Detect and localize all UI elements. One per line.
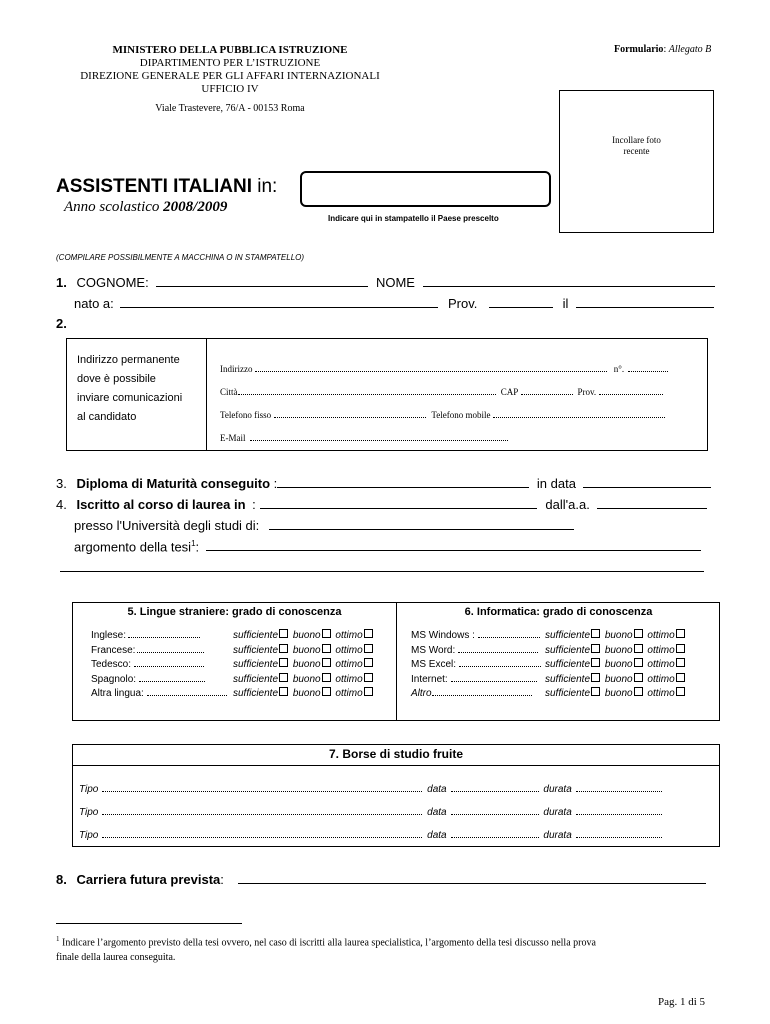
language-name-text: Inglese: — [91, 630, 127, 641]
level-ottimo-label: ottimo — [647, 688, 675, 700]
level-ottimo-label: ottimo — [647, 673, 675, 685]
level-buono-label: buono — [604, 644, 633, 656]
checkbox-buono[interactable] — [634, 658, 643, 667]
career-label: Carriera futura prevista — [76, 872, 221, 887]
scholarship-duration-label: durata — [543, 807, 572, 818]
career-row — [56, 872, 706, 887]
scholarship-date-label: data — [427, 807, 447, 818]
address-prov-field[interactable] — [599, 385, 663, 395]
scholarship-type-label: Tipo — [79, 830, 99, 841]
scholarship-date-field[interactable] — [451, 784, 539, 792]
landline-label: Telefono fisso — [220, 410, 272, 420]
it-skill-name-text: MS Excel: — [411, 659, 457, 671]
checkbox-buono[interactable] — [634, 629, 643, 638]
language-name-field[interactable] — [128, 630, 200, 638]
birth-row — [74, 296, 714, 311]
language-row — [91, 687, 375, 702]
surname-row — [56, 275, 715, 290]
instruction-text: (COMPILARE POSSIBILMENTE A MACCHINA O IN STAMPATELLO) — [56, 253, 305, 262]
language-name — [91, 629, 233, 644]
language-name-field[interactable] — [134, 659, 204, 667]
language-row — [91, 644, 375, 659]
checkbox-sufficiente[interactable] — [279, 629, 288, 638]
checkbox-buono[interactable] — [322, 658, 331, 667]
checkbox-ottimo[interactable] — [676, 629, 685, 638]
address-label-line1: Indirizzo permanente — [77, 354, 180, 366]
checkbox-ottimo[interactable] — [364, 644, 373, 653]
level-sufficiente-label: sufficiente — [545, 688, 591, 700]
checkbox-sufficiente[interactable] — [591, 658, 600, 667]
language-name-field[interactable] — [147, 688, 227, 696]
language-row — [91, 658, 375, 673]
scholarships-title: 7. Borse di studio fruite — [328, 747, 463, 761]
level-ottimo-label: ottimo — [335, 673, 363, 685]
name-field[interactable] — [423, 275, 715, 287]
diploma-label: Diploma di Maturità conseguito — [76, 476, 271, 491]
ministry-address: Viale Trastevere, 76/A - 00153 Roma — [155, 103, 305, 114]
it-skill-row — [411, 658, 687, 673]
languages-title: 5. Lingue straniere: grado di conoscenza — [127, 606, 342, 618]
birth-prov-label: Prov. — [448, 296, 478, 311]
footnote-text1: Indicare l’argomento previsto della tesi ovvero, nel caso di iscritti alla laurea specialistica, l’argomento della tesi discusso nella prova — [62, 937, 596, 949]
language-name-field[interactable] — [137, 645, 204, 653]
language-name — [91, 658, 233, 673]
address-line — [220, 362, 668, 374]
language-name-text: Spagnolo: — [91, 673, 137, 685]
university-label: presso l'Università degli studi di: — [74, 518, 260, 533]
diploma-colon: : — [273, 476, 278, 491]
language-name — [91, 687, 233, 702]
it-skill-name-text: MS Word: — [411, 644, 456, 656]
birth-prov-field[interactable] — [489, 296, 553, 308]
degree-row — [56, 497, 707, 512]
address-box-divider — [206, 339, 207, 450]
career-field[interactable] — [238, 872, 706, 884]
scholarship-row — [79, 807, 662, 818]
address-prov-label: Prov. — [577, 387, 597, 397]
level-ottimo-label: ottimo — [335, 659, 363, 671]
it-skill-name-text: Internet: — [411, 673, 448, 685]
level-buono-label: buono — [292, 644, 321, 656]
checkbox-sufficiente[interactable] — [591, 629, 600, 638]
level-sufficiente-label: sufficiente — [233, 644, 279, 656]
language-name-text: Altra lingua: — [91, 688, 144, 700]
it-skill-name — [411, 658, 545, 673]
house-number-field[interactable] — [628, 362, 668, 372]
scholarship-date-label: data — [427, 830, 447, 841]
footnote-mark: 1 — [56, 935, 60, 943]
title-main: ASSISTENTI ITALIANI — [56, 176, 252, 197]
level-buono-label: buono — [292, 659, 321, 671]
degree-field[interactable] — [260, 497, 537, 509]
checkbox-sufficiente[interactable] — [591, 687, 600, 696]
scholarship-type-field[interactable] — [102, 784, 422, 792]
thesis-footnote-ref: 1 — [191, 539, 196, 548]
degree-colon: : — [252, 497, 256, 512]
checkbox-buono[interactable] — [322, 629, 331, 638]
language-name — [91, 644, 233, 659]
email-field[interactable] — [250, 431, 508, 441]
language-name-text: Tedesco: — [91, 659, 132, 671]
it-skill-name-text: Altro — [411, 688, 432, 700]
thesis-colon: : — [195, 539, 200, 555]
checkbox-ottimo[interactable] — [676, 644, 685, 653]
level-sufficiente-label: sufficiente — [233, 630, 279, 641]
level-buono-label: buono — [604, 688, 633, 700]
phone-line — [220, 408, 665, 420]
it-skills-list — [411, 629, 687, 702]
checkbox-ottimo[interactable] — [676, 673, 685, 682]
thesis-label: argomento della tesi — [74, 539, 192, 555]
diploma-row — [56, 476, 711, 491]
level-buono-label: buono — [604, 659, 633, 671]
checkbox-buono[interactable] — [322, 687, 331, 696]
level-ottimo-label: ottimo — [647, 630, 675, 641]
address-field[interactable] — [255, 362, 607, 372]
photo-box[interactable] — [559, 90, 714, 233]
city-line — [220, 385, 663, 397]
photo-hint — [560, 135, 713, 157]
birthdate-field[interactable] — [576, 296, 714, 308]
skills-box — [72, 602, 720, 721]
scholarship-duration-label: durata — [543, 830, 572, 841]
scholarship-row — [79, 784, 662, 795]
checkbox-ottimo[interactable] — [676, 687, 685, 696]
scholarship-duration-field[interactable] — [576, 784, 662, 792]
address-label-line4: al candidato — [77, 411, 137, 423]
school-year-value: 2008/2009 — [163, 199, 228, 215]
checkbox-sufficiente[interactable] — [279, 687, 288, 696]
level-sufficiente-label: sufficiente — [233, 688, 279, 700]
email-line — [220, 431, 508, 443]
office-name: UFFICIO IV — [201, 83, 259, 95]
scholarship-type-label: Tipo — [79, 807, 99, 818]
email-label: E-Mail — [220, 433, 246, 443]
it-skill-name — [411, 644, 545, 659]
it-skill-row — [411, 687, 687, 702]
section4-num: 4. — [56, 497, 67, 512]
scholarship-date-field[interactable] — [451, 830, 539, 838]
checkbox-buono[interactable] — [322, 644, 331, 653]
level-sufficiente-label: sufficiente — [545, 659, 591, 671]
ministry-name: MINISTERO DELLA PUBBLICA ISTRUZIONE — [112, 44, 348, 56]
it-skill-name-field[interactable] — [451, 674, 537, 682]
checkbox-ottimo[interactable] — [676, 658, 685, 667]
level-sufficiente-label: sufficiente — [545, 630, 591, 641]
address-label-line3: inviare comunicazioni — [77, 392, 183, 404]
title-in: in: — [257, 176, 278, 197]
checkbox-sufficiente[interactable] — [279, 644, 288, 653]
language-row — [91, 673, 375, 688]
checkbox-ottimo[interactable] — [364, 673, 373, 682]
it-skill-name-field[interactable] — [458, 645, 538, 653]
it-skill-name — [411, 673, 545, 688]
section1-num: 1. — [56, 275, 67, 290]
checkbox-buono[interactable] — [634, 644, 643, 653]
checkbox-sufficiente[interactable] — [279, 673, 288, 682]
level-sufficiente-label: sufficiente — [545, 673, 591, 685]
address-box — [66, 338, 708, 451]
footnote-line1 — [56, 932, 596, 950]
formulario-tag: Formulario: Allegato B — [614, 44, 712, 55]
scholarship-duration-field[interactable] — [576, 807, 662, 815]
footnote-line2: finale della laurea conseguita. — [56, 952, 176, 964]
university-row — [74, 518, 574, 533]
page-number: Pag. 1 di 5 — [658, 996, 706, 1008]
checkbox-buono[interactable] — [322, 673, 331, 682]
it-skill-name-field[interactable] — [432, 688, 532, 696]
it-skill-name-field[interactable] — [459, 659, 541, 667]
checkbox-buono[interactable] — [634, 673, 643, 682]
it-skill-row — [411, 629, 687, 644]
country-hint: Indicare qui in stampatello il Paese prescelto — [328, 214, 499, 223]
level-buono-label: buono — [604, 630, 633, 641]
school-year — [64, 199, 227, 216]
section8-num: 8. — [56, 872, 67, 887]
scholarship-duration-field[interactable] — [576, 830, 662, 838]
landline-field[interactable] — [274, 408, 426, 418]
diploma-date-field[interactable] — [583, 476, 711, 488]
checkbox-ottimo[interactable] — [364, 687, 373, 696]
city-label: Città — [220, 387, 238, 397]
diploma-date-label: in data — [536, 476, 576, 491]
language-name — [91, 673, 233, 688]
it-skill-name-field[interactable] — [478, 630, 540, 638]
thesis-row — [74, 539, 701, 554]
cap-field[interactable] — [521, 385, 573, 395]
footnote — [56, 932, 596, 965]
thesis-field[interactable] — [206, 539, 701, 551]
scholarship-type-field[interactable] — [102, 807, 422, 815]
name-label: NOME — [375, 275, 415, 290]
checkbox-sufficiente[interactable] — [591, 644, 600, 653]
diploma-field[interactable] — [277, 476, 529, 488]
formulario-label: Formulario — [614, 44, 664, 55]
language-row — [91, 629, 375, 644]
photo-hint-line1: Incollare foto — [612, 135, 661, 145]
scholarships-box — [72, 744, 720, 847]
surname-label: COGNOME: — [76, 275, 149, 290]
level-buono-label: buono — [292, 673, 321, 685]
thesis-field-line2[interactable] — [60, 571, 704, 572]
academic-year-field[interactable] — [597, 497, 707, 509]
department-name: DIPARTIMENTO PER L’ISTRUZIONE — [139, 57, 321, 69]
level-ottimo-label: ottimo — [335, 688, 363, 700]
mobile-label: Telefono mobile — [431, 410, 491, 420]
section2-num: 2. — [56, 316, 67, 331]
checkbox-buono[interactable] — [634, 687, 643, 696]
it-skills-title: 6. Informatica: grado di conoscenza — [464, 606, 653, 618]
university-field[interactable] — [269, 518, 574, 530]
level-ottimo-label: ottimo — [647, 644, 675, 656]
directorate-name: DIREZIONE GENERALE PER GLI AFFARI INTERNAZIONALI — [80, 70, 380, 82]
language-name-field[interactable] — [139, 674, 205, 682]
degree-label: Iscritto al corso di laurea in — [76, 497, 246, 512]
page-title — [56, 176, 277, 198]
checkbox-sufficiente[interactable] — [279, 658, 288, 667]
it-skill-name-text: MS Windows : — [411, 630, 475, 641]
academic-year-label: dall'a.a. — [545, 497, 590, 512]
address-label-line2: dove è possibile — [77, 373, 156, 385]
checkbox-ottimo[interactable] — [364, 629, 373, 638]
checkbox-sufficiente[interactable] — [591, 673, 600, 682]
scholarship-date-field[interactable] — [451, 807, 539, 815]
address-box-label — [77, 351, 182, 427]
level-sufficiente-label: sufficiente — [233, 659, 279, 671]
checkbox-ottimo[interactable] — [364, 658, 373, 667]
it-skill-name — [411, 629, 545, 644]
it-skill-row — [411, 644, 687, 659]
address-label: Indirizzo — [220, 364, 253, 374]
level-sufficiente-label: sufficiente — [233, 673, 279, 685]
career-colon: : — [220, 872, 224, 887]
footnote-separator — [56, 923, 242, 924]
level-buono-label: buono — [292, 630, 321, 641]
formulario-value: Allegato B — [668, 44, 712, 55]
scholarship-type-label: Tipo — [79, 784, 99, 795]
photo-hint-line2: recente — [623, 146, 650, 156]
cap-label: CAP — [500, 387, 519, 397]
level-buono-label: buono — [604, 673, 633, 685]
languages-list — [91, 629, 375, 702]
country-input[interactable] — [300, 171, 551, 207]
birthplace-field[interactable] — [120, 296, 438, 308]
scholarship-row — [79, 830, 662, 841]
section3-num: 3. — [56, 476, 67, 491]
it-skill-row — [411, 673, 687, 688]
level-ottimo-label: ottimo — [335, 644, 363, 656]
language-name-text: Francese: — [91, 644, 136, 656]
birthdate-label: il — [562, 296, 569, 311]
mobile-field[interactable] — [493, 408, 665, 418]
level-ottimo-label: ottimo — [647, 659, 675, 671]
level-ottimo-label: ottimo — [335, 630, 363, 641]
scholarship-duration-label: durata — [543, 784, 572, 795]
surname-field[interactable] — [156, 275, 368, 287]
birthplace-label: nato a: — [74, 296, 114, 311]
city-field[interactable] — [238, 385, 496, 395]
scholarship-date-label: data — [427, 784, 447, 795]
it-skill-name — [411, 687, 545, 702]
scholarships-title-divider — [73, 765, 719, 766]
school-year-label: Anno scolastico — [64, 199, 160, 215]
skills-box-divider — [396, 603, 397, 720]
level-sufficiente-label: sufficiente — [545, 644, 591, 656]
house-number-label: n°. — [613, 364, 625, 374]
level-buono-label: buono — [292, 688, 321, 700]
scholarship-type-field[interactable] — [102, 830, 422, 838]
